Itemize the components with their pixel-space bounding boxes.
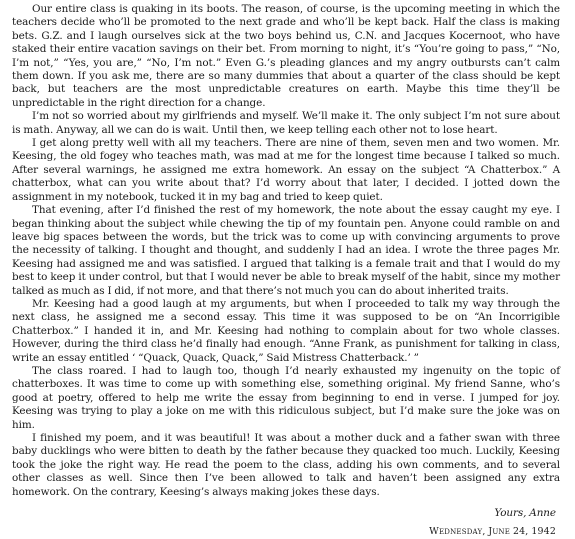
paragraph-6: The class roared. I had to laugh too, though I’d nearly exhausted my ingenuity on the topic of chatterboxes. It was time to come up with something else, something original. My friend Sanne, who’s good at poetry, offered to help me write the essay from beginning to end in verse. I jumped for joy. Keesing was trying to play a joke on me with this ridiculous subject, but I’d make sure the joke was on him. <box>12 364 560 431</box>
paragraph-1: Our entire class is quaking in its boots. The reason, of course, is the upcoming meeting in which the teachers decide who’ll be promoted to the next grade and who’ll be kept back. Half the class is making bets. G.Z. and I laugh ourselves sick at the two boys behind us, C.N. and Jacques Kocernoot, who have staked their entire vacation savings on their bet. From morning to night, it’s “You’re going to pass,” “No, I’m not,” “Yes, you are,” “No, I’m not.” Even G.’s pleading glances and my angry outbursts can’t calm them down. If you ask me, there are so many dummies that about a quarter of the class should be kept back, but teachers are the most unpredictable creatures on earth. Maybe this time they’ll be unpredictable in the right direction for a change. <box>12 3 560 109</box>
paragraph-3: I get along pretty well with all my teachers. There are nine of them, seven men and two women. Mr. Keesing, the old fogey who teaches math, was mad at me for the longest time because I talked so much. After several warnings, he assigned me extra homework. An essay on the subject “A Chatterbox.” A chatterbox, what can you write about that? I’d worry about that later, I decided. I jotted down the assignment in my notebook, tucked it in my bag and tried to keep quiet. <box>12 137 560 203</box>
paragraph-2: I’m not so worried about my girlfriends and myself. We’ll make it. The only subject I’m not sure about is math. Anyway, all we can do is wait. Until then, we keep telling each other not to lose heart. <box>12 110 560 136</box>
signoff: Yours, Anne <box>494 507 556 520</box>
dateline: Wednesday, June 24, 1942 <box>429 526 556 538</box>
paragraph-4: That evening, after I’d finished the rest of my homework, the note about the essay caught my eye. I began thinking about the subject while chewing the tip of my fountain pen. Anyone could ramble on and leave big spaces between the words, but the trick was to come up with convincing arguments to prove the necessity of talking. I thought and thought, and suddenly I had an idea. I wrote the three pages Mr. Keesing had assigned me and was satisfied. I argued that talking is a female trait and that I would do my best to keep it under control, but that I would never be able to break myself of the habit, since my mother talked as much as I did, if not more, and that there’s not much you can do about inherited traits. <box>12 204 560 297</box>
diary-page <box>12 3 560 539</box>
paragraph-7: I finished my poem, and it was beautiful! It was about a mother duck and a father swan with three baby ducklings who were bitten to death by the father because they quacked too much. Luckily, Keesing took the joke the right way. He read the poem to the class, adding his own comments, and to several other classes as well. Since then I’ve been allowed to talk and haven’t been assigned any extra homework. On the contrary, Keesing’s always making jokes these days. <box>12 432 560 498</box>
paragraph-5: Mr. Keesing had a good laugh at my arguments, but when I proceeded to talk my way through the next class, he assigned me a second essay. This time it was supposed to be on “An Incorrigible Chatterbox.” I handed it in, and Mr. Keesing had nothing to complain about for two whole classes. However, during the third class he’d finally had enough. “Anne Frank, as punishment for talking in class, write an essay entitled ‘ “Quack, Quack, Quack,” Said Mistress Chatterback.’ ” <box>12 297 560 364</box>
